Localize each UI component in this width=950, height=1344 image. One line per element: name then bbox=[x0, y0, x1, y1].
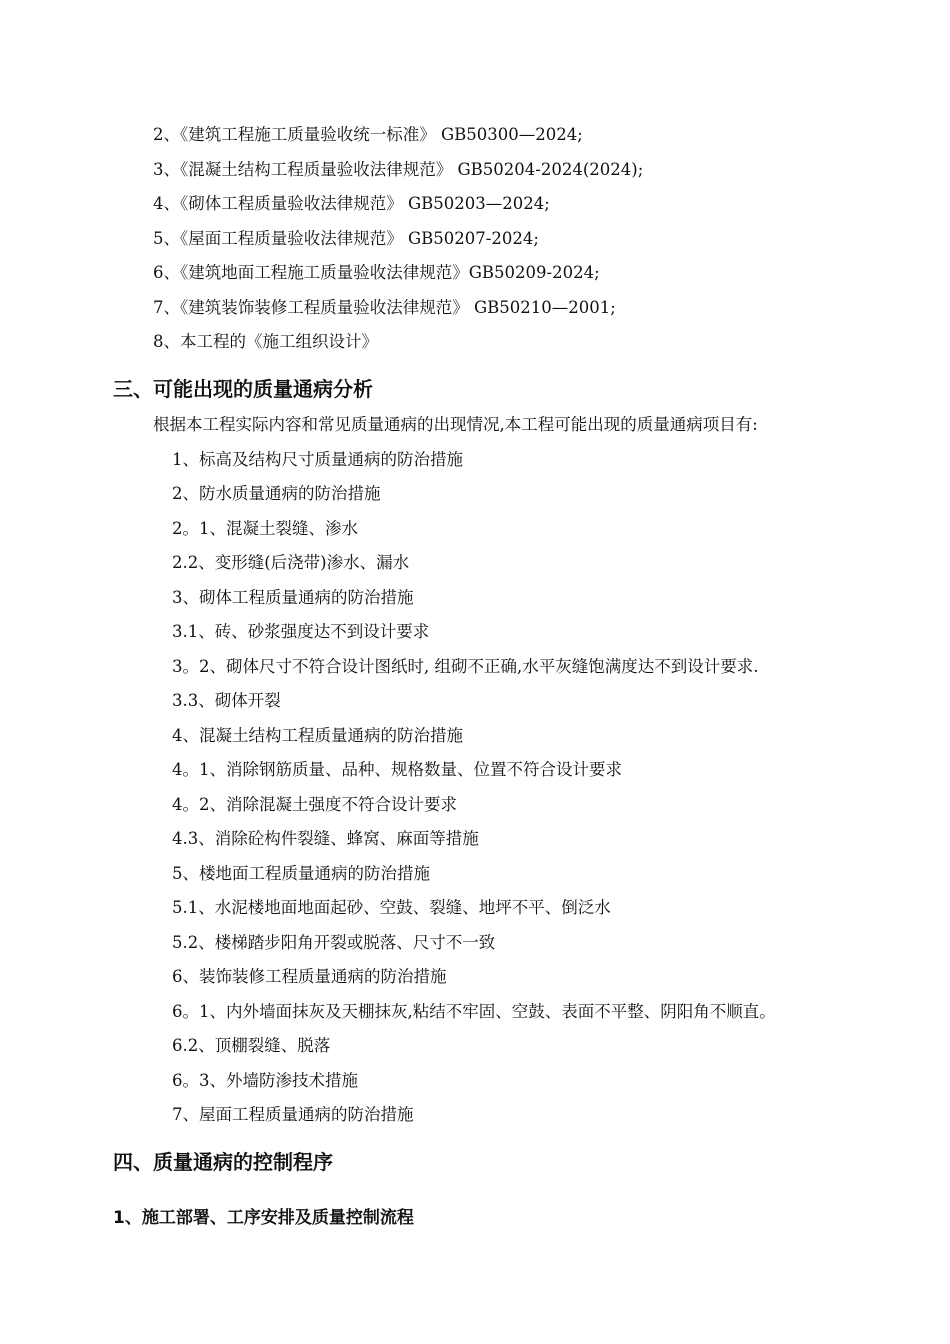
reference-item: 8、本工程的《施工组织设计》 bbox=[153, 332, 378, 351]
section-heading: 三、可能出现的质量通病分析 bbox=[113, 377, 373, 401]
list-item: 4、混凝土结构工程质量通病的防治措施 bbox=[172, 726, 463, 745]
reference-item: 2、《建筑工程施工质量验收统一标准》 GB50300—2024; bbox=[153, 125, 583, 144]
reference-item: 3、《混凝土结构工程质量验收法律规范》 GB50204-2024(2024); bbox=[153, 160, 644, 179]
list-item: 6.2、顶棚裂缝、脱落 bbox=[172, 1036, 331, 1055]
list-item: 5、楼地面工程质量通病的防治措施 bbox=[172, 864, 430, 883]
sub-heading: 1、施工部署、工序安排及质量控制流程 bbox=[113, 1208, 414, 1228]
section-intro: 根据本工程实际内容和常见质量通病的出现情况,本工程可能出现的质量通病项目有: bbox=[153, 415, 758, 434]
list-item: 3.3、砌体开裂 bbox=[172, 691, 281, 710]
list-item: 6。1、内外墙面抹灰及天棚抹灰,粘结不牢固、空鼓、表面不平整、阴阳角不顺直。 bbox=[172, 1002, 776, 1021]
list-item: 5.1、水泥楼地面地面起砂、空鼓、裂缝、地坪不平、倒泛水 bbox=[172, 898, 611, 917]
list-item: 6。3、外墙防渗技术措施 bbox=[172, 1071, 358, 1090]
reference-item: 6、《建筑地面工程施工质量验收法律规范》GB50209-2024; bbox=[153, 263, 600, 282]
list-item: 6、装饰装修工程质量通病的防治措施 bbox=[172, 967, 447, 986]
reference-item: 4、《砌体工程质量验收法律规范》 GB50203—2024; bbox=[153, 194, 550, 213]
list-item: 1、标高及结构尺寸质量通病的防治措施 bbox=[172, 450, 463, 469]
reference-item: 5、《屋面工程质量验收法律规范》 GB50207-2024; bbox=[153, 229, 539, 248]
list-item: 4。1、消除钢筋质量、品种、规格数量、位置不符合设计要求 bbox=[172, 760, 622, 779]
list-item: 2。1、混凝土裂缝、渗水 bbox=[172, 519, 358, 538]
list-item: 2、防水质量通病的防治措施 bbox=[172, 484, 381, 503]
list-item: 7、屋面工程质量通病的防治措施 bbox=[172, 1105, 414, 1124]
reference-item: 7、《建筑装饰装修工程质量验收法律规范》 GB50210—2001; bbox=[153, 298, 616, 317]
list-item: 3。2、砌体尺寸不符合设计图纸时, 组砌不正确,水平灰缝饱满度达不到设计要求. bbox=[172, 657, 759, 676]
list-item: 3、砌体工程质量通病的防治措施 bbox=[172, 588, 414, 607]
section-heading: 四、质量通病的控制程序 bbox=[113, 1150, 333, 1174]
list-item: 5.2、楼梯踏步阳角开裂或脱落、尺寸不一致 bbox=[172, 933, 496, 952]
list-item: 4.3、消除砼构件裂缝、蜂窝、麻面等措施 bbox=[172, 829, 479, 848]
list-item: 2.2、变形缝(后浇带)渗水、漏水 bbox=[172, 553, 410, 572]
list-item: 4。2、消除混凝土强度不符合设计要求 bbox=[172, 795, 457, 814]
list-item: 3.1、砖、砂浆强度达不到设计要求 bbox=[172, 622, 430, 641]
